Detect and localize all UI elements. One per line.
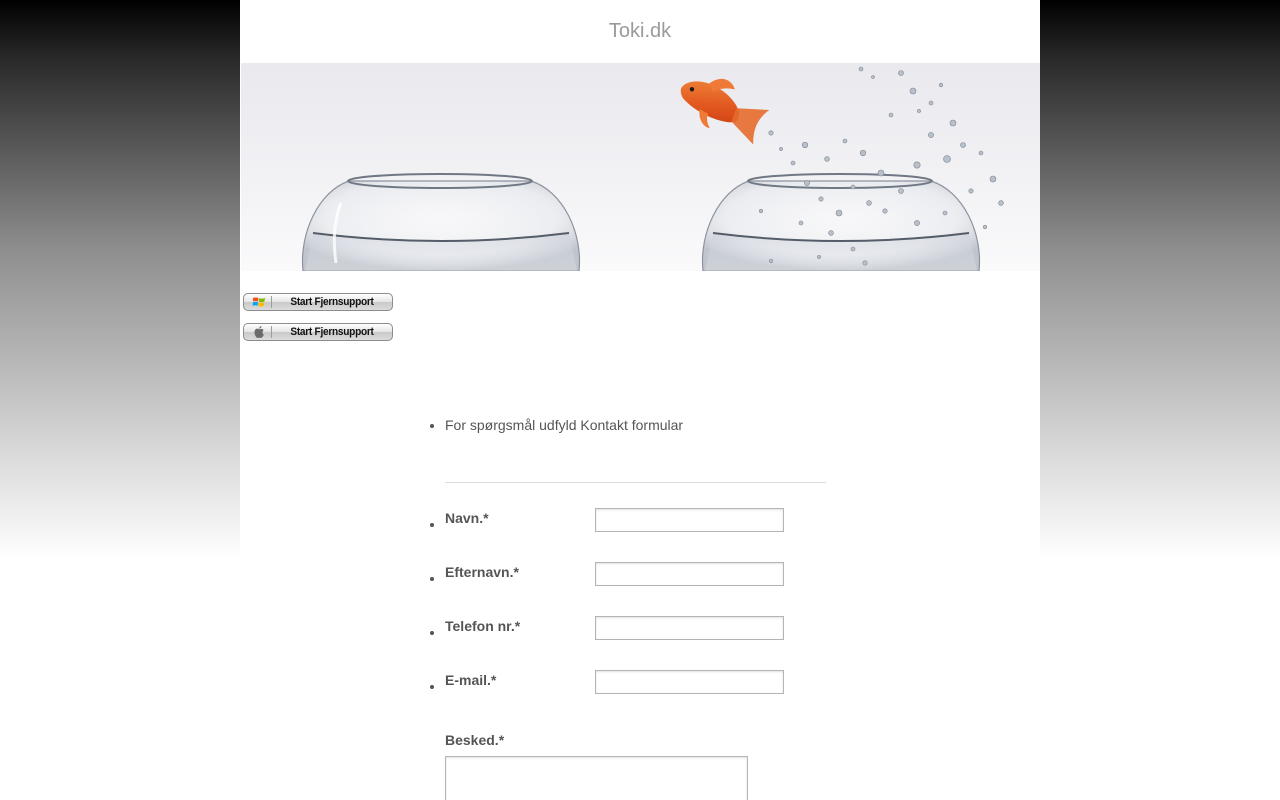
- remote-support-windows-button[interactable]: [243, 293, 393, 311]
- remote-support-mac-button[interactable]: [243, 323, 393, 341]
- email-label: • E-mail.*: [445, 672, 497, 688]
- form-separator-row: [445, 442, 845, 516]
- telefon-input[interactable]: [595, 616, 784, 640]
- navn-input[interactable]: [595, 508, 784, 532]
- right-fishbowl: [702, 174, 979, 271]
- remote-support-label: Start Fjernsupport: [290, 296, 374, 308]
- besked-label: Besked.*: [445, 732, 505, 748]
- form-separator: [445, 482, 826, 483]
- goldfish-bowls-illustration: [241, 63, 1040, 271]
- apple-logo-icon: [252, 325, 266, 339]
- contact-form-heading-text: For spørgsmål udfyld Kontakt formular: [445, 417, 684, 433]
- remote-support-label: Start Fjernsupport: [290, 326, 374, 338]
- telefon-label: • Telefon nr.*: [445, 618, 521, 634]
- button-divider: [271, 326, 272, 338]
- goldfish: [671, 63, 774, 150]
- page-container: [240, 0, 1040, 800]
- contact-form-list: [395, 408, 845, 800]
- navn-label: • Navn.*: [445, 510, 489, 526]
- windows-logo-icon: [252, 295, 266, 309]
- efternavn-label: • Efternavn.*: [445, 564, 519, 580]
- besked-textarea[interactable]: [445, 756, 748, 800]
- form-row-besked: [445, 732, 845, 800]
- button-divider: [271, 296, 272, 308]
- efternavn-input[interactable]: [595, 562, 784, 586]
- email-input[interactable]: [595, 670, 784, 694]
- form-row-email: [445, 672, 845, 732]
- left-fishbowl: [302, 174, 579, 271]
- contact-form-heading: [445, 408, 845, 442]
- site-title[interactable]: Toki.dk: [608, 20, 672, 42]
- header-banner: [241, 63, 1040, 271]
- contact-form: [395, 408, 845, 800]
